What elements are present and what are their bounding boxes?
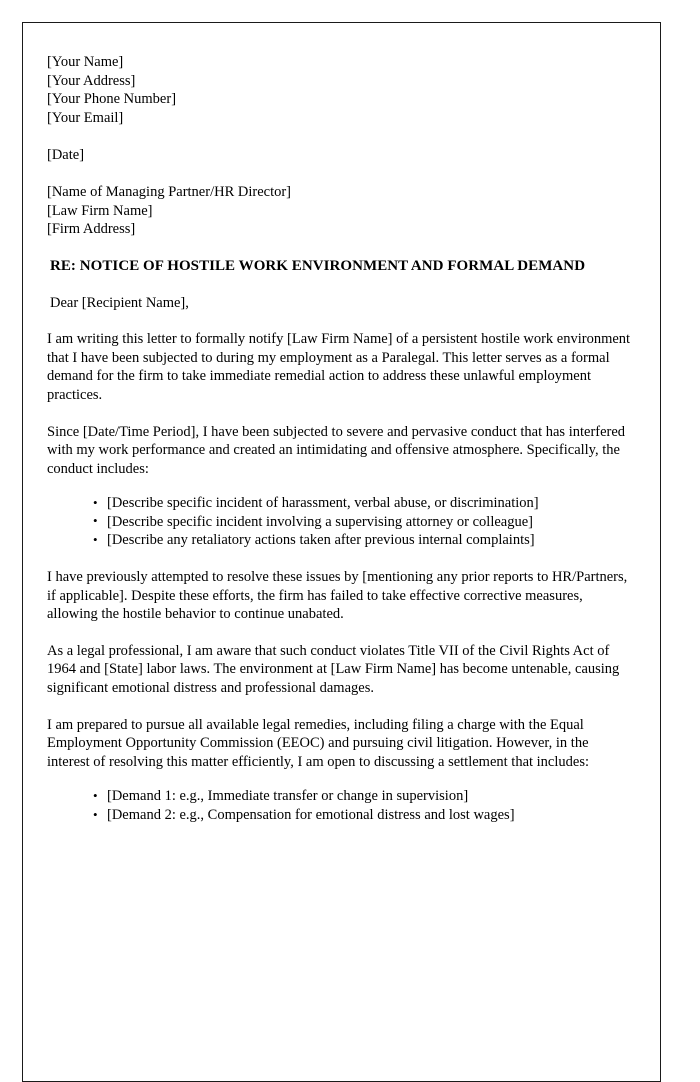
date-block	[45, 146, 646, 165]
spacer-after-sender	[45, 127, 646, 146]
sender-name-line: [Your Name]	[47, 54, 124, 70]
paragraph-conduct-intro: Since [Date/Time Period], I have been subjected to severe and pervasive conduct that has interfered with my work performance and created an intimidating and offensive atmosphere. Specifically, the conduct includes:	[47, 423, 626, 477]
paragraph-prior-attempts: I have previously attempted to resolve these issues by [mentioning any prior reports to HR/Partners, if applicable]. Despite these efforts, the firm has failed to take effective corrective measures, allowing the hostile behavior to continue unabated.	[47, 569, 628, 623]
letter-content	[23, 23, 662, 825]
list-item: • [Describe specific incident involving a supervising attorney or colleague]	[93, 513, 646, 532]
paragraph-legal-basis: As a legal professional, I am aware that such conduct violates Title VII of the Civil Rights Act of 1964 and [State] labor laws. The environment at [Law Firm Name] has become untenable, causing significant emotional distress and professional damages.	[47, 642, 620, 697]
list-item: • [Describe specific incident of harassment, verbal abuse, or discrimination]	[93, 494, 646, 513]
list-item: • [Demand 1: e.g., Immediate transfer or change in supervision]	[93, 787, 646, 806]
recipient-address-block	[45, 183, 646, 239]
recipient-name-line: [Name of Managing Partner/HR Director]	[47, 184, 292, 201]
settlement-list	[45, 787, 646, 824]
sender-phone-line: [Your Phone Number]	[47, 91, 177, 108]
spacer-after-date	[45, 165, 646, 184]
subject-line: RE: NOTICE OF HOSTILE WORK ENVIRONMENT AND FORMAL DEMAND	[50, 257, 586, 274]
list-item: • [Demand 2: e.g., Compensation for emotional distress and lost wages]	[93, 806, 646, 825]
date-line: [Date]	[47, 146, 85, 163]
salutation-line: Dear [Recipient Name],	[50, 294, 189, 311]
list-item: • [Describe any retaliatory actions taken after previous internal complaints]	[93, 531, 646, 550]
recipient-address-line: [Firm Address]	[47, 221, 136, 238]
conduct-list	[45, 494, 646, 550]
sender-email-line: [Your Email]	[47, 109, 124, 126]
sender-address-block	[45, 53, 646, 127]
paragraph-notice: I am writing this letter to formally notify [Law Firm Name] of a persistent hostile work environment that I have been subjected to during my employment as a Paralegal. This letter serves as a formal demand for the firm to take immediate remedial action to address these unlawful employment practices.	[47, 331, 631, 403]
sender-address-line: [Your Address]	[47, 72, 136, 89]
recipient-firm-line: [Law Firm Name]	[47, 202, 153, 219]
paragraph-remedies: I am prepared to pursue all available legal remedies, including filing a charge with the Equal Employment Opportunity Commission (EEOC) and pursuing civil litigation. However, in the interest of resolving this matter efficiently, I am open to discussing a settlement that includes:	[47, 716, 590, 770]
letter-page-sheet	[22, 22, 661, 1082]
